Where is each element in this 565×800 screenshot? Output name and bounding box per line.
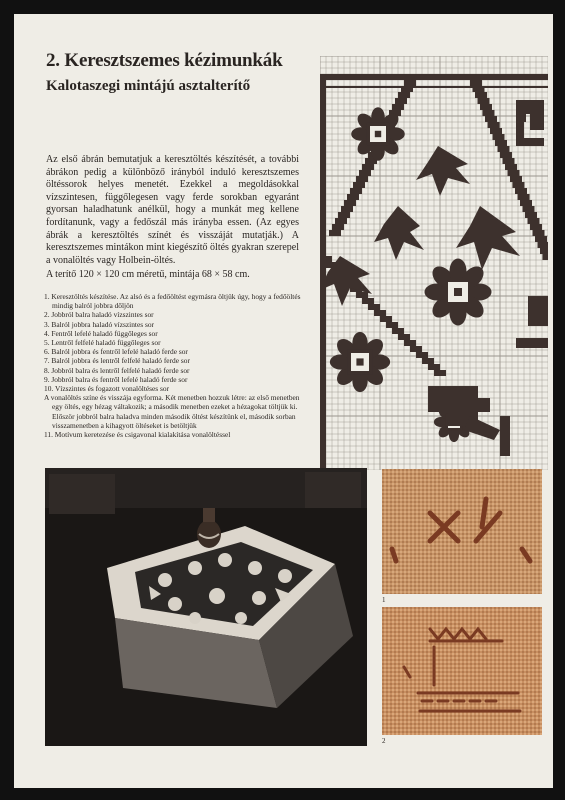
figure-label-1: 1 [382, 596, 386, 604]
intro-paragraph: Az első ábrán bemutatjuk a keresztöltés készítését, a további ábrákon pedig a különböző irányból induló keresztszemes öltéssorok helyes menetét. Ezekkel a megoldásokkal vízszintesen, függőlegesen vagy ferde sorokban egyaránt gyorsan haladhatunk anélkül, hogy a munkát meg kellene fordítanunk, vagy a fedőszál más irányba essen. (Az egyes ábrák a keresztöltés színét és visszáját mutatják.) A keresztszemes mintákon mint kiegészítő öltés gyakran szerepel a vonalöltés vagy Holbein-öltés. [46, 154, 299, 266]
list-item: 5. Lentről felfelé haladó függőleges sor [44, 338, 161, 348]
list-item: 11. Motívum keretezése és csigavonal kialakítása vonalöltéssel [44, 430, 231, 440]
list-item: 8. Jobbról balra és lentről felfelé haladó ferde sor [44, 365, 190, 375]
list-item: 2. Jobbról balra haladó vízszintes sor [44, 310, 154, 320]
stitch-sample-2 [382, 607, 542, 735]
page [14, 14, 553, 788]
intro-text [46, 154, 299, 282]
cross-stitch-chart [320, 56, 548, 470]
list-item: 4. Fentről lefelé haladó függőleges sor [44, 328, 158, 338]
steps-list [44, 292, 306, 439]
page-title: 2. Keresztszemes kézimunkák [46, 50, 283, 71]
size-note: A terítő 120 × 120 cm méretű, mintája 68 × 58 cm. [46, 269, 250, 281]
tablecloth-photo [45, 468, 367, 746]
list-item: 3. Balról jobbra haladó vízszintes sor [44, 319, 155, 329]
list-item: 10. Vízszintes és fogazott vonalöltéses sor [44, 384, 170, 394]
list-item: 6. Balról jobbra és fentről lefelé haladó ferde sor [44, 347, 188, 357]
page-subtitle: Kalotaszegi mintájú asztalterítő [46, 78, 251, 94]
figure-label-2: 2 [382, 737, 386, 745]
stitch-sample-1 [382, 469, 542, 594]
list-item: 9. Jobbról balra és fentről lefelé haladó ferde sor [44, 374, 188, 384]
list-item: 1. Keresztöltés készítése. Az alsó és a fedőöltést egymásra öltjük úgy, hogy a fedőöltés mindig balról jobbra dőljön [44, 292, 301, 311]
pattern-grid [320, 56, 548, 470]
list-item: 7. Balról jobbra és lentről felfelé haladó ferde sor [44, 356, 190, 366]
list-item: A vonalöltés színe és visszája egyforma. Két menetben hozzuk létre: az első menetben egy öltés, egy hézag váltakozik; a második menetben ezeket a hézagokat töltjük ki. Először jobbról balra haladva minden második öltést készítünk el, második sorban visszamenetben a kihagyott öltéseket is betöltjük [44, 393, 300, 430]
